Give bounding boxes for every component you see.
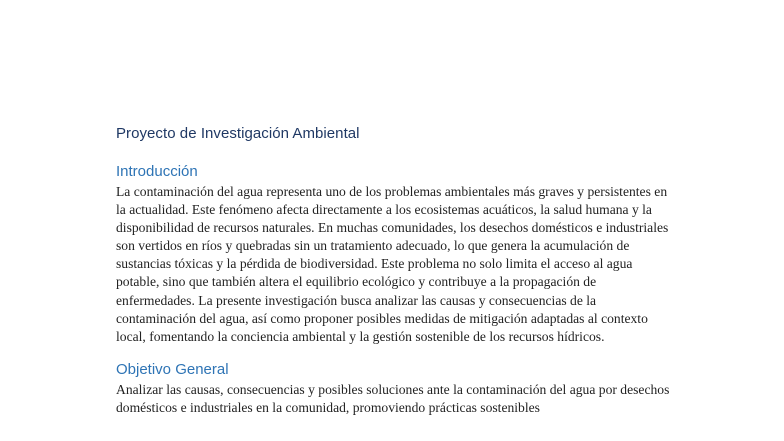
section-heading-introduccion: Introducción [116, 163, 198, 180]
document-title: Proyecto de Investigación Ambiental [116, 125, 360, 142]
section-body-objetivo-general: Analizar las causas, consecuencias y posibles soluciones ante la contaminación del agua por desechos domésticos e industriales en la comunidad, promoviendo prácticas sostenibles [116, 381, 670, 415]
section-heading-objetivo-general: Objetivo General [116, 360, 229, 378]
section-body-introduccion: La contaminación del agua representa uno de los problemas ambientales más graves y persistentes en la actualidad. Este fenómeno afecta directamente a los ecosistemas acuáticos, la salud humana y la disponibilidad de recursos naturales. En muchas comunidades, los desechos domésticos e industriales son vertidos en ríos y quebradas sin un tratamiento adecuado, lo que genera la acumulación de sustancias tóxicas y la pérdida de biodiversidad. Este problema no solo limita el acceso al agua potable, sino que también altera el equilibrio ecológico y contribuye a la propagación de enfermedades. La presente investigación busca analizar las causas y consecuencias de la contaminación del agua, así como proponer posibles medidas de mitigación adaptadas al contexto local, fomentando la conciencia ambiental y la gestión sostenible de los recursos hídricos. [116, 184, 669, 344]
document-content [116, 124, 676, 417]
